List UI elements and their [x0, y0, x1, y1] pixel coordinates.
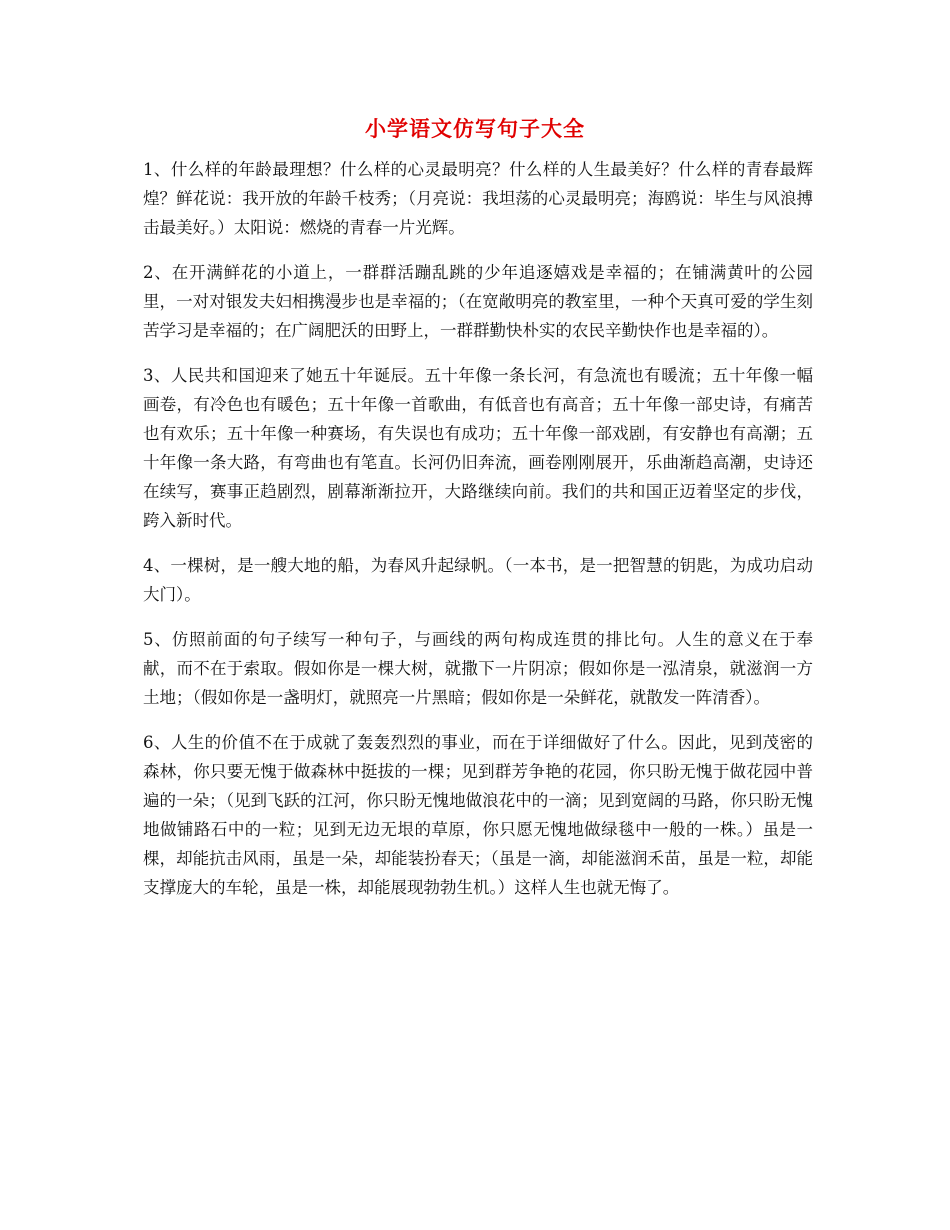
paragraph-6: 6、人生的价值不在于成就了轰轰烈烈的事业，而在于详细做好了什么。因此，见到茂密的森林，你只要无愧于做森林中挺拔的一棵；见到群芳争艳的花园，你只盼无愧于做花园中普遍的一朵；（见到飞跃的江河，你只盼无愧地做浪花中的一滴；见到宽阔的马路，你只盼无愧地做铺路石中的一粒；见到无边无垠的草原，你只愿无愧地做绿毯中一般的一株。）虽是一棵，却能抗击风雨，虽是一朵，却能装扮春天；（虽是一滴，却能滋润禾苗，虽是一粒，却能支撑庞大的车轮，虽是一株，却能展现勃勃生机。）这样人生也就无悔了。: [143, 733, 813, 897]
paragraph-3: 3、人民共和国迎来了她五十年诞辰。五十年像一条长河，有急流也有暖流；五十年像一幅画卷，有冷色也有暖色；五十年像一首歌曲，有低音也有高音；五十年像一部史诗，有痛苦也有欢乐；五十年像一种赛场，有失误也有成功；五十年像一部戏剧，有安静也有高潮；五十年像一条大路，有弯曲也有笔直。长河仍旧奔流，画卷刚刚展开，乐曲渐趋高潮，史诗还在续写，赛事正趋剧烈，剧幕渐渐拉开，大路继续向前。我们的共和国正迈着坚定的步伐，跨入新时代。: [143, 366, 813, 530]
paragraph-1: 1、什么样的年龄最理想？什么样的心灵最明亮？什么样的人生最美好？什么样的青春最辉煌？鲜花说：我开放的年龄千枝秀；（月亮说：我坦荡的心灵最明亮；海鸥说：毕生与风浪搏击最美好。）太阳说：燃烧的青春一片光辉。: [143, 160, 813, 237]
paragraph-5: 5、仿照前面的句子续写一种句子，与画线的两句构成连贯的排比句。人生的意义在于奉献，而不在于索取。假如你是一棵大树，就撒下一片阴凉；假如你是一泓清泉，就滋润一方土地；（假如你是一盏明灯，就照亮一片黑暗；假如你是一朵鲜花，就散发一阵清香）。: [143, 630, 813, 707]
page-title: 小学语文仿写句子大全: [365, 116, 585, 141]
paragraph-4: 4、一棵树，是一艘大地的船，为春风升起绿帆。（一本书，是一把智慧的钥匙，为成功启动大门）。: [143, 556, 813, 604]
paragraph-2: 2、在开满鲜花的小道上，一群群活蹦乱跳的少年追逐嬉戏是幸福的；在铺满黄叶的公园里，一对对银发夫妇相携漫步也是幸福的；（在宽敞明亮的教室里，一种个天真可爱的学生刻苦学习是幸福的；在广阔肥沃的田野上，一群群勤快朴实的农民辛勤快作也是幸福的）。: [143, 263, 813, 340]
document-body: [143, 155, 813, 918]
